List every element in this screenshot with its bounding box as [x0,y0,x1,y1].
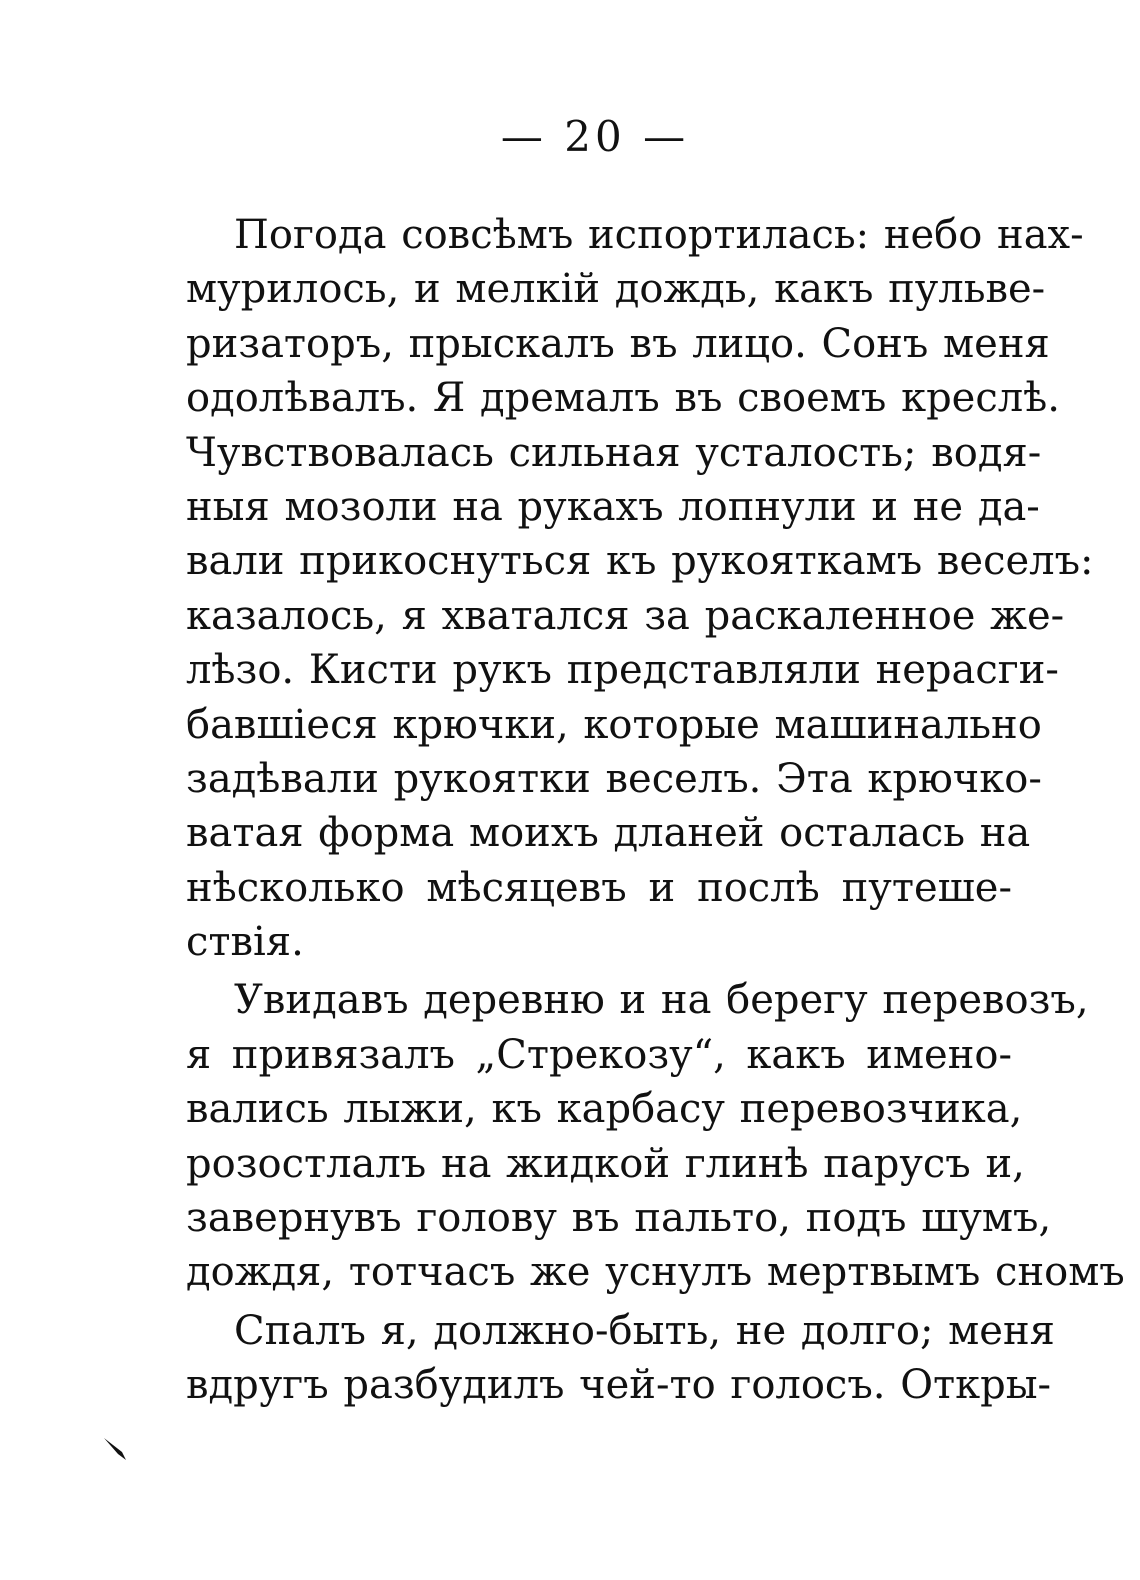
body-text [186,208,1125,1413]
text-line: одолѣвалъ. Я дремалъ въ своемъ креслѣ. [186,375,1061,422]
text-line: бавшіеся крючки, которые машинально [186,701,1042,748]
page-number: — 20 — [500,112,690,161]
text-line: Чувствовалась сильная усталость; водя- [186,429,1042,476]
paragraph-3 [186,1304,1055,1413]
text-line: я привязалъ „Стрекозу“, какъ имено- [186,1031,1012,1078]
text-line: завернувъ голову въ пальто, подъ шумъ, [186,1195,1052,1242]
text-line: ризаторъ, прыскалъ въ лицо. Сонъ меня [186,320,1050,367]
text-line: вдругъ разбудилъ чей-то голосъ. Откры- [186,1362,1052,1409]
text-line: Спалъ я, должно-быть, не долго; меня [234,1307,1055,1354]
text-line: вались лыжи, къ карбасу перевозчика, [186,1086,1023,1133]
text-line: лѣзо. Кисти рукъ представляли нерасги- [186,647,1059,694]
text-line: ныя мозоли на рукахъ лопнули и не да- [186,483,1040,530]
text-line: Погода совсѣмъ испортилась: небо нах- [234,212,1084,258]
text-line: мурилось, и мелкій дождь, какъ пульве- [186,266,1046,313]
printer-mark-icon [102,1434,130,1462]
paragraph-1 [186,208,1094,969]
text-line: вали прикоснуться къ рукояткамъ веселъ: [186,538,1094,585]
text-line: нѣсколько мѣсяцевъ и послѣ путеше- [186,864,1012,911]
text-line: розостлалъ на жидкой глинѣ парусъ и, [186,1140,1025,1187]
text-line: ватая форма моихъ дланей осталась на [186,810,1031,857]
text-line: казалось, я хватался за раскаленное же- [186,592,1065,639]
text-line: Увидавъ деревню и на берегу перевозъ, [234,977,1089,1024]
text-line: задѣвали рукоятки веселъ. Эта крючко- [186,755,1042,802]
paragraph-2 [186,973,1125,1299]
text-line: ствія. [186,919,304,966]
text-line: дождя, тотчасъ же уснулъ мертвымъ сномъ [186,1249,1125,1296]
